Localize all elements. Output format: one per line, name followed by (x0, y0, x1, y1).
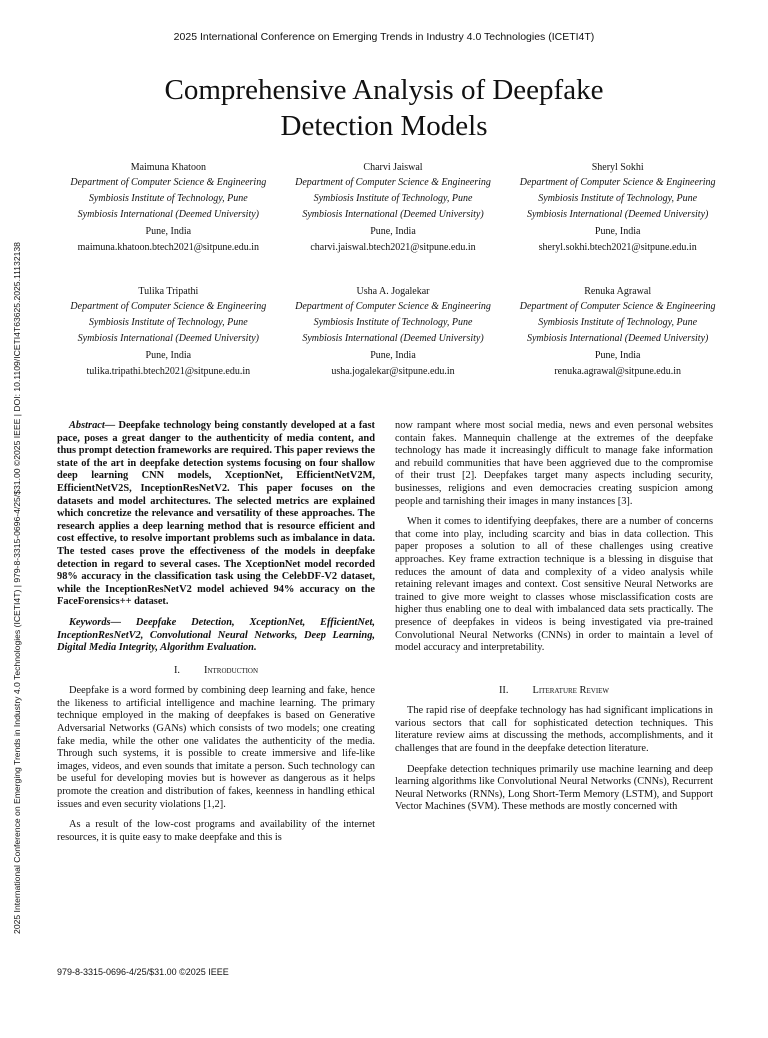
author-institute: Symbiosis Institute of Technology, Pune (88, 317, 248, 328)
abstract-label: Abstract— (69, 420, 116, 431)
section-heading-introduction (57, 665, 375, 678)
author-block (507, 284, 728, 380)
author-block (58, 284, 279, 380)
section-title: Literature Review (532, 684, 610, 696)
author-institute: Symbiosis Institute of Technology, Pune (538, 317, 698, 328)
keywords-label: Keywords— (69, 616, 121, 628)
author-institute: Symbiosis Institute of Technology, Pune (313, 193, 473, 204)
paragraph: Deepfake detection techniques primarily use machine learning and deep learning algorithms like Convolutional Neural Networks (CNNs), Recurrent Neural Networks (RNNs), Long Short-Term Memory (LSTM), and Support Vector Machines (SVM). These methods are mostly concerned with (395, 763, 713, 813)
author-institute: Symbiosis Institute of Technology, Pune (538, 193, 698, 204)
author-name: Usha A. Jogalekar (356, 286, 430, 297)
author-block (283, 160, 504, 256)
keywords (57, 617, 375, 655)
title-line-2: Detection Models (280, 110, 488, 142)
author-department: Department of Computer Science & Engineering (519, 177, 716, 188)
author-block (58, 160, 279, 256)
paragraph: When it comes to identifying deepfakes, there are a number of concerns that come into play, including scarcity and bias in data collection. This paper proposes a solution to all of these challenges using creative approaches. Key frame extraction technique is a blessing in disguise that reduces the amount of data and complexity of a video analysis while retaining relevant images and context. Cost sensitive Neural Networks are trained to give more weight to classes whose misclassification costs are higher thus enabling one to deal with imbalanced data sets practically. The presence of deepfakes in videos is being investigated via pre-trained Convolutional Neural Networks (CNNs) in order to maintain a level of model accuracy and interpretability. (395, 516, 713, 654)
paragraph: now rampant where most social media, news and even personal websites contain fakes. Mannequin challenge at the extremes of the deepfake technology has made it increasingly difficult to manage fake information and rebuild communities that have been aggrieved due to the compromise of their trust [2]. Deepfakes target many aspects including security, businesses, religions and even democracies creating suspicion among people and tarnishing their images in many instances [3]. (395, 420, 713, 507)
paragraph: Deepfake is a word formed by combining deep learning and fake, hence the likeness to artificial intelligence and machine learning. The primary technique employed in the making of deepfakes is based on Generative Adversarial Networks (GANs) which consists of two models; one creating fake media, while the other one validates the authenticity of the media. Through such systems, it is possible to create immersive and life-like images, videos, and even sounds that imitate a person. Such technology can be useful for developing movies but is however as dangerous as it helps promote the creation and distribution of fakes, keenness in handling ethical issues and even security violations [1,2]. (57, 685, 375, 810)
author-email[interactable]: maimuna.khatoon.btech2021@sitpune.edu.in (77, 242, 260, 253)
author-city: Pune, India (145, 350, 192, 361)
author-department: Department of Computer Science & Engineering (70, 301, 267, 312)
author-block (507, 160, 728, 256)
keywords-text: Deepfake Detection, XceptionNet, EfficientNet, InceptionResNetV2, Convolutional Neural Networks, Deep Learning, Digital Media Integrity, Algorithm Evaluation. (57, 616, 375, 654)
footer-copyright: 979-8-3315-0696-4/25/$31.00 ©2025 IEEE (57, 967, 229, 977)
paragraph: As a result of the low-cost programs and availability of the internet resources, it is quite easy to make deepfake and this is (57, 819, 375, 843)
author-university: Symbiosis International (Deemed University) (526, 209, 709, 220)
author-row-1 (58, 160, 728, 256)
author-university: Symbiosis International (Deemed University) (302, 333, 484, 344)
abstract (57, 420, 375, 609)
author-department: Department of Computer Science & Engineering (70, 177, 267, 188)
left-column (57, 420, 375, 852)
author-university: Symbiosis International (Deemed University) (77, 333, 259, 344)
side-doi-banner: 2025 International Conference on Emerging Trends in Industry 4.0 Technologies (ICETI4T) | 979-8-3315-0696-4/25/$31.00 ©2025 IEEE | DOI: 10.1109/ICETI4T63625.2025.11132138 (12, 242, 22, 934)
author-department: Department of Computer Science & Engineering (295, 177, 491, 188)
author-institute: Symbiosis Institute of Technology, Pune (88, 193, 248, 204)
author-name: Maimuna Khatoon (130, 162, 206, 173)
author-department: Department of Computer Science & Engineering (295, 301, 491, 312)
author-row-2 (58, 284, 728, 380)
author-name: Tulika Tripathi (138, 286, 199, 297)
author-university: Symbiosis International (Deemed University) (526, 333, 709, 344)
paper-title (100, 72, 668, 144)
author-city: Pune, India (594, 350, 641, 361)
section-number: I. (173, 664, 181, 676)
section-title: Introduction (204, 664, 259, 676)
author-email[interactable]: usha.jogalekar@sitpune.edu.in (331, 366, 455, 377)
author-city: Pune, India (145, 226, 192, 237)
abstract-text: Deepfake technology being constantly developed at a fast pace, poses a great danger to the authenticity of media content, and thus prompt detection frameworks are required. This paper reviews the state of the art in deepfake detection systems focusing on four shallow deep learning CNN models, XceptionNet, EfficientNetV2M, EfficientNetV2S, InceptionResNetV2. This paper focuses on the datasets and model architectures. The selected metrics are explained which concretize the relevance and versatility of these approaches. The research applies a deep learning method that is resource efficient and cost effective, to resolve important problems such as imbalance in data. The tested cases prove the effectiveness of the models in deepfake detection in regard to several cases. The XceptionNet model recorded 98% accuracy in the classification task using the CelebDF-V2 dataset, while the InceptionResNetV2 model achieved 94% accuracy on the FaceForensics++ dataset. (57, 420, 375, 608)
author-name: Renuka Agrawal (584, 286, 652, 297)
right-column (395, 420, 713, 822)
section-number: II. (498, 684, 509, 696)
author-block (283, 284, 504, 380)
author-email[interactable]: charvi.jaiswal.btech2021@sitpune.edu.in (310, 242, 476, 253)
author-name: Sheryl Sokhi (591, 162, 644, 173)
author-city: Pune, India (594, 226, 641, 237)
title-line-1: Comprehensive Analysis of Deepfake (164, 74, 604, 106)
author-city: Pune, India (370, 350, 416, 361)
author-name: Charvi Jaiswal (363, 162, 423, 173)
author-email[interactable]: renuka.agrawal@sitpune.edu.in (554, 366, 681, 377)
paragraph: The rapid rise of deepfake technology has had significant implications in various sectors that call for sophisticated detection techniques. This literature review aims at discussing the methods, accomplishments, and it challenges that are found in the deepfake detection literature. (395, 705, 713, 755)
author-university: Symbiosis International (Deemed University) (302, 209, 484, 220)
author-department: Department of Computer Science & Engineering (519, 301, 716, 312)
author-email[interactable]: tulika.tripathi.btech2021@sitpune.edu.in (86, 366, 251, 377)
author-university: Symbiosis International (Deemed University) (77, 209, 259, 220)
author-institute: Symbiosis Institute of Technology, Pune (313, 317, 473, 328)
conference-header: 2025 International Conference on Emerging Trends in Industry 4.0 Technologies (ICETI4T) (173, 31, 595, 43)
section-heading-literature-review (395, 685, 713, 698)
author-city: Pune, India (370, 226, 416, 237)
author-email[interactable]: sheryl.sokhi.btech2021@sitpune.edu.in (538, 242, 697, 253)
